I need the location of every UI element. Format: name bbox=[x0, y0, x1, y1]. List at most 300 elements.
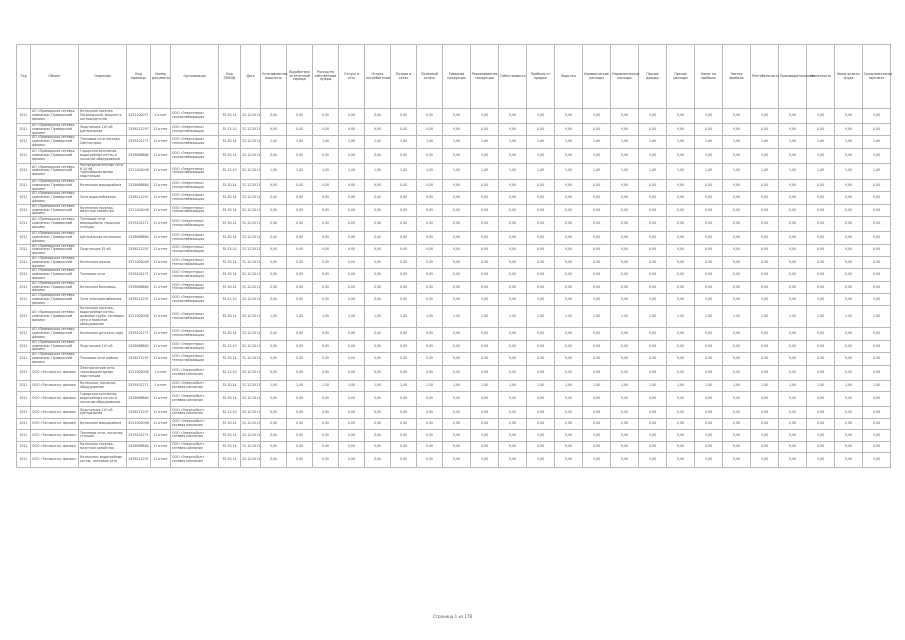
table-cell: 0,00 bbox=[863, 192, 891, 204]
table-cell: 2011 bbox=[17, 269, 31, 281]
table-cell: 0,00 bbox=[391, 281, 417, 293]
table-cell: 0,00 bbox=[527, 328, 555, 340]
table-cell: 0,00 bbox=[695, 328, 723, 340]
table-cell: 1,00 bbox=[807, 163, 835, 179]
table-cell: 0,00 bbox=[639, 365, 667, 380]
table-cell: 0,00 bbox=[639, 217, 667, 232]
table-cell: ООО «Теплосеть» филиал bbox=[31, 392, 79, 407]
table-cell: ООО «Энергетика» теплоснабжающая bbox=[171, 163, 219, 179]
table-cell: 0,00 bbox=[261, 179, 287, 191]
column-header: Год bbox=[17, 45, 31, 109]
table-cell: ООО «Энергосбыт» сетевая компания bbox=[171, 441, 219, 453]
table-cell: 0,00 bbox=[499, 340, 527, 352]
table-cell: 0,00 bbox=[443, 109, 471, 124]
table-cell: 0,00 bbox=[751, 294, 779, 306]
table-cell: 0,00 bbox=[287, 430, 313, 442]
table-cell: 0,00 bbox=[443, 204, 471, 216]
table-cell: 0,00 bbox=[555, 109, 583, 124]
table-cell: 2011 bbox=[17, 328, 31, 340]
table-cell: 0,00 bbox=[723, 407, 751, 419]
table-cell: 0,00 bbox=[751, 204, 779, 216]
table-cell: 0,00 bbox=[583, 192, 611, 204]
table-cell: 31.12.2011 bbox=[241, 441, 261, 453]
table-cell: 31.12.2011 bbox=[241, 453, 261, 468]
table-cell: 0,00 bbox=[863, 392, 891, 407]
table-cell: 11 отчет bbox=[151, 148, 171, 163]
table-cell: ООО «Теплосеть» филиал bbox=[31, 441, 79, 453]
table-cell: 0,00 bbox=[835, 392, 863, 407]
table-cell: 0,00 bbox=[555, 418, 583, 430]
table-cell: 0,00 bbox=[583, 269, 611, 281]
table-row bbox=[17, 306, 891, 328]
table-cell: 0,00 bbox=[723, 353, 751, 365]
table-cell: 0,00 bbox=[667, 430, 695, 442]
table-cell: 35.12.10 bbox=[219, 407, 241, 419]
table-cell: 2011 bbox=[17, 453, 31, 468]
table-cell: 0,00 bbox=[807, 192, 835, 204]
table-cell: 0,00 bbox=[339, 179, 365, 191]
table-cell: 35.30.14 bbox=[219, 148, 241, 163]
table-cell: 11 отчет bbox=[151, 179, 171, 191]
table-cell: 11 отчет bbox=[151, 353, 171, 365]
column-header: Организация bbox=[171, 45, 219, 109]
table-cell: Тепловые сети bbox=[79, 269, 127, 281]
table-cell: 0,00 bbox=[313, 217, 339, 232]
table-cell: 0,00 bbox=[339, 453, 365, 468]
table-cell: 1,00 bbox=[667, 380, 695, 392]
table-cell: 0,00 bbox=[835, 453, 863, 468]
table-cell: 0,00 bbox=[639, 256, 667, 268]
table-cell: 0,00 bbox=[611, 340, 639, 352]
table-cell: 0,00 bbox=[417, 192, 443, 204]
table-cell: 0,00 bbox=[499, 179, 527, 191]
table-cell: 0,00 bbox=[443, 430, 471, 442]
table-cell: ООО «Энергетика» теплоснабжающая bbox=[171, 109, 219, 124]
table-cell: 0,00 bbox=[313, 294, 339, 306]
table-cell: 0,00 bbox=[261, 418, 287, 430]
table-cell: 1,00 bbox=[339, 136, 365, 148]
table-cell: Котельная, насосное оборудование bbox=[79, 380, 127, 392]
table-cell: 31.12.2011 bbox=[241, 148, 261, 163]
column-header: Код единицы bbox=[127, 45, 151, 109]
table-cell: Тепловые сети района bbox=[79, 353, 127, 365]
table-cell: 0,00 bbox=[339, 256, 365, 268]
table-cell: 0,00 bbox=[261, 269, 287, 281]
table-cell: 1,00 bbox=[695, 306, 723, 328]
table-cell: 0,00 bbox=[499, 192, 527, 204]
table-cell: 0,00 bbox=[287, 281, 313, 293]
table-cell: 1,00 bbox=[779, 136, 807, 148]
table-cell: 0,00 bbox=[339, 407, 365, 419]
table-cell: 0,00 bbox=[417, 244, 443, 256]
table-cell: 0,00 bbox=[499, 294, 527, 306]
table-cell: 0,00 bbox=[723, 217, 751, 232]
table-cell: ООО «Теплосеть» филиал bbox=[31, 407, 79, 419]
table-cell: 1,00 bbox=[555, 136, 583, 148]
table-cell: 0,00 bbox=[723, 109, 751, 124]
table-cell: 0,00 bbox=[779, 441, 807, 453]
table-cell: 1,00 bbox=[639, 163, 667, 179]
table-cell: 1,00 bbox=[339, 306, 365, 328]
table-cell: 35.30.14 bbox=[219, 328, 241, 340]
table-cell: 0,00 bbox=[583, 407, 611, 419]
table-cell: 0,00 bbox=[365, 392, 391, 407]
table-cell: 1,00 bbox=[751, 136, 779, 148]
table-cell: 0,00 bbox=[583, 109, 611, 124]
table-cell: 35.30.14 bbox=[219, 380, 241, 392]
table-cell: 0,00 bbox=[391, 407, 417, 419]
table-cell: 0,00 bbox=[391, 328, 417, 340]
table-cell: 35.30.14 bbox=[219, 179, 241, 191]
table-cell: 0,00 bbox=[443, 217, 471, 232]
table-cell: 1,00 bbox=[417, 380, 443, 392]
table-cell: 35.30.14 bbox=[219, 192, 241, 204]
table-cell: 31.12.2011 bbox=[241, 340, 261, 352]
table-cell: 35.30.14 bbox=[219, 204, 241, 216]
table-cell: ООО «Энергосбыт» сетевая компания bbox=[171, 430, 219, 442]
table-cell: 1,00 bbox=[443, 163, 471, 179]
table-cell: 2011 bbox=[17, 430, 31, 442]
table-cell: 0,00 bbox=[261, 281, 287, 293]
column-header: Выработано за отчетный период bbox=[287, 45, 313, 109]
table-cell: 0,00 bbox=[583, 256, 611, 268]
table-cell: Котельная больницы bbox=[79, 281, 127, 293]
table-cell: 0,00 bbox=[835, 294, 863, 306]
table-cell: 0,00 bbox=[695, 192, 723, 204]
table-cell: 11 отчет bbox=[151, 136, 171, 148]
table-cell: 1,00 bbox=[611, 136, 639, 148]
table-cell: 0,00 bbox=[391, 294, 417, 306]
column-header: Среднемесячная зарплата bbox=[863, 45, 891, 109]
table-cell: 0,00 bbox=[499, 328, 527, 340]
table-cell: 11 отчет bbox=[151, 163, 171, 179]
table-cell: 31.12.2011 bbox=[241, 163, 261, 179]
table-cell: 0,00 bbox=[471, 281, 499, 293]
table-cell: 1,00 bbox=[527, 306, 555, 328]
table-cell: 0,00 bbox=[339, 340, 365, 352]
table-cell: 0,00 bbox=[527, 269, 555, 281]
table-cell: Городская котельная, водогрейные котлы и насосное оборудование bbox=[79, 392, 127, 407]
table-cell: ООО «Энергетика» теплоснабжающая bbox=[171, 179, 219, 191]
table-cell: 0,00 bbox=[779, 407, 807, 419]
table-cell: 1,00 bbox=[835, 163, 863, 179]
table-cell: 0,00 bbox=[261, 353, 287, 365]
table-cell: 1,00 bbox=[751, 380, 779, 392]
table-cell: ООО «Энергетика» теплоснабжающая bbox=[171, 269, 219, 281]
table-cell: 0,00 bbox=[261, 124, 287, 136]
table-cell: 0,00 bbox=[499, 430, 527, 442]
table-cell: 0,00 bbox=[863, 453, 891, 468]
table-cell: 0,00 bbox=[443, 441, 471, 453]
table-cell: 0,00 bbox=[779, 269, 807, 281]
table-cell: 1,00 bbox=[835, 306, 863, 328]
table-cell: 0,00 bbox=[807, 204, 835, 216]
table-cell: 1,00 bbox=[611, 163, 639, 179]
table-cell: 0,00 bbox=[555, 453, 583, 468]
table-cell: 0,00 bbox=[365, 340, 391, 352]
table-cell: 0,00 bbox=[555, 392, 583, 407]
table-cell: 0,00 bbox=[667, 328, 695, 340]
table-cell: 35.30.14 bbox=[219, 232, 241, 244]
table-cell: Тепловые сети, насосная станция bbox=[79, 430, 127, 442]
table-cell: 11 отчет bbox=[151, 392, 171, 407]
table-cell: 2536111297 bbox=[127, 124, 151, 136]
table-cell: 0,00 bbox=[695, 392, 723, 407]
table-cell: 2511004006 bbox=[127, 204, 151, 216]
table-cell: 0,00 bbox=[695, 340, 723, 352]
table-cell: 0,00 bbox=[667, 269, 695, 281]
table-cell: 0,00 bbox=[555, 407, 583, 419]
table-cell: 35.30.14 bbox=[219, 269, 241, 281]
table-cell: 1,00 bbox=[471, 306, 499, 328]
table-cell: 0,00 bbox=[261, 217, 287, 232]
table-cell: 0,00 bbox=[471, 418, 499, 430]
table-cell: 0,00 bbox=[835, 256, 863, 268]
table-cell: 0,00 bbox=[723, 441, 751, 453]
table-cell: 0,00 bbox=[723, 204, 751, 216]
table-cell: 0,00 bbox=[443, 269, 471, 281]
table-cell: 0,00 bbox=[555, 430, 583, 442]
table-cell: 0,00 bbox=[287, 453, 313, 468]
table-cell: 0,00 bbox=[365, 430, 391, 442]
table-cell: 0,00 bbox=[695, 109, 723, 124]
table-cell: Тепловые сети микрорайона, насосная станция bbox=[79, 217, 127, 232]
table-cell: 0,00 bbox=[417, 392, 443, 407]
table-cell: 0,00 bbox=[807, 232, 835, 244]
table-cell: 0,00 bbox=[313, 365, 339, 380]
table-cell: 0,00 bbox=[751, 256, 779, 268]
table-cell: 1,00 bbox=[779, 306, 807, 328]
table-cell: 0,00 bbox=[417, 204, 443, 216]
table-cell: 0,00 bbox=[555, 244, 583, 256]
table-cell: 0,00 bbox=[863, 281, 891, 293]
table-cell: 0,00 bbox=[339, 392, 365, 407]
table-cell: 0,00 bbox=[287, 418, 313, 430]
table-cell: ООО «Энергетика» теплоснабжающая bbox=[171, 136, 219, 148]
table-cell: 0,00 bbox=[835, 340, 863, 352]
table-cell: 1,00 bbox=[287, 306, 313, 328]
table-cell: 0,00 bbox=[339, 365, 365, 380]
table-cell: АО «Приморская сетевая компания» Приморский филиал bbox=[31, 204, 79, 216]
table-cell: 0,00 bbox=[779, 430, 807, 442]
table-cell: 31.12.2011 bbox=[241, 380, 261, 392]
table-row bbox=[17, 328, 891, 340]
table-cell: 2536111297 bbox=[127, 353, 151, 365]
table-cell: 0,00 bbox=[639, 328, 667, 340]
table-cell: 0,00 bbox=[555, 256, 583, 268]
table-cell: 0,00 bbox=[751, 340, 779, 352]
column-header: Дата bbox=[241, 45, 261, 109]
table-row bbox=[17, 204, 891, 216]
table-cell: 0,00 bbox=[471, 365, 499, 380]
table-cell: Котельная поселка Пограничный, мощность котлоагрегатов bbox=[79, 109, 127, 124]
table-cell: 2539101271 bbox=[127, 328, 151, 340]
column-header: Коммерческие расходы bbox=[583, 45, 611, 109]
table-cell: 1,00 bbox=[639, 380, 667, 392]
table-cell: 2538066884 bbox=[127, 392, 151, 407]
table-cell: АО «Приморская сетевая компания» Приморский филиал bbox=[31, 328, 79, 340]
table-cell: 31.12.2011 bbox=[241, 256, 261, 268]
table-cell: АО «Приморская сетевая компания» Приморский филиал bbox=[31, 217, 79, 232]
table-cell: 0,00 bbox=[471, 328, 499, 340]
table-cell: 0,00 bbox=[751, 430, 779, 442]
table-cell: 0,00 bbox=[471, 353, 499, 365]
table-cell: 0,00 bbox=[417, 328, 443, 340]
table-cell: 0,00 bbox=[443, 418, 471, 430]
table-cell: 2011 bbox=[17, 217, 31, 232]
table-cell: 0,00 bbox=[417, 179, 443, 191]
table-cell: 0,00 bbox=[583, 328, 611, 340]
table-cell: 0,00 bbox=[723, 365, 751, 380]
table-cell: ООО «Энергетика» теплоснабжающая bbox=[171, 244, 219, 256]
table-cell: 0,00 bbox=[365, 217, 391, 232]
table-cell: 0,00 bbox=[779, 294, 807, 306]
table-cell: 0,00 bbox=[313, 353, 339, 365]
table-cell: 11 отчет bbox=[151, 340, 171, 352]
table-cell: 31.12.2011 bbox=[241, 136, 261, 148]
table-cell: 0,00 bbox=[417, 353, 443, 365]
table-cell: 0,00 bbox=[339, 328, 365, 340]
table-cell: 0,00 bbox=[667, 340, 695, 352]
table-cell: 2011 bbox=[17, 418, 31, 430]
table-cell: 11 отчет bbox=[151, 269, 171, 281]
table-cell: 1,00 bbox=[499, 136, 527, 148]
table-cell: ООО «Энергетика» теплоснабжающая bbox=[171, 217, 219, 232]
table-cell: 0,00 bbox=[417, 148, 443, 163]
table-cell: 0,00 bbox=[751, 392, 779, 407]
table-cell: 31.12.2011 bbox=[241, 407, 261, 419]
table-cell: 0,00 bbox=[639, 269, 667, 281]
table-cell: 0,00 bbox=[835, 328, 863, 340]
table-cell: 0,00 bbox=[863, 217, 891, 232]
table-cell: 2539101271 bbox=[127, 380, 151, 392]
table-cell: 0,00 bbox=[779, 453, 807, 468]
column-header: Прочие доходы bbox=[639, 45, 667, 109]
table-cell: 0,00 bbox=[417, 418, 443, 430]
table-cell: 0,00 bbox=[835, 407, 863, 419]
table-cell: 0,00 bbox=[611, 430, 639, 442]
table-cell: 11 отчет bbox=[151, 453, 171, 468]
table-cell: 0,00 bbox=[667, 407, 695, 419]
table-cell: 0,00 bbox=[287, 294, 313, 306]
table-cell: 0,00 bbox=[261, 430, 287, 442]
table-cell: 0,00 bbox=[723, 281, 751, 293]
table-cell: 0,00 bbox=[313, 179, 339, 191]
table-cell: 1,00 bbox=[807, 306, 835, 328]
table-cell: 0,00 bbox=[261, 441, 287, 453]
table-cell: 2536111297 bbox=[127, 453, 151, 468]
table-cell: 31.12.2011 bbox=[241, 192, 261, 204]
table-cell: 11 отчет bbox=[151, 256, 171, 268]
table-cell: 0,00 bbox=[667, 179, 695, 191]
table-cell: 0,00 bbox=[555, 340, 583, 352]
table-cell: 31.12.2011 bbox=[241, 430, 261, 442]
table-cell: 0,00 bbox=[723, 453, 751, 468]
table-cell: 0,00 bbox=[391, 441, 417, 453]
table-cell: 0,00 bbox=[365, 148, 391, 163]
table-cell: 0,00 bbox=[313, 281, 339, 293]
table-cell: 0,00 bbox=[667, 453, 695, 468]
table-cell: 0,00 bbox=[499, 217, 527, 232]
table-cell: 0,00 bbox=[527, 418, 555, 430]
table-cell: 1,00 bbox=[611, 380, 639, 392]
table-cell: 0,00 bbox=[499, 392, 527, 407]
table-cell: 1,00 bbox=[723, 380, 751, 392]
table-cell: 0,00 bbox=[807, 269, 835, 281]
table-cell: 0,00 bbox=[779, 124, 807, 136]
table-cell: 0,00 bbox=[313, 430, 339, 442]
table-cell: 0,00 bbox=[639, 148, 667, 163]
table-cell: 1,00 bbox=[391, 163, 417, 179]
table-cell: 0,00 bbox=[365, 232, 391, 244]
table-cell: 0,00 bbox=[611, 453, 639, 468]
table-row bbox=[17, 340, 891, 352]
table-cell: 0,00 bbox=[639, 441, 667, 453]
table-cell: 0,00 bbox=[751, 217, 779, 232]
table-cell: 0,00 bbox=[443, 124, 471, 136]
table-cell: 0,00 bbox=[261, 256, 287, 268]
table-cell: 31.12.2011 bbox=[241, 418, 261, 430]
table-cell: 0,00 bbox=[835, 430, 863, 442]
table-cell: 0,00 bbox=[555, 365, 583, 380]
table-cell: 1,00 bbox=[527, 163, 555, 179]
table-cell: АО «Приморская сетевая компания» Приморский филиал bbox=[31, 232, 79, 244]
table-cell: 1,00 bbox=[863, 306, 891, 328]
table-cell: 0,00 bbox=[639, 418, 667, 430]
table-cell: Подстанция 110 кВ Центральная bbox=[79, 407, 127, 419]
table-cell: 0,00 bbox=[471, 148, 499, 163]
table-cell: 35.30.14 bbox=[219, 217, 241, 232]
table-cell: АО «Приморская сетевая компания» Приморский филиал bbox=[31, 353, 79, 365]
table-cell: 0,00 bbox=[313, 328, 339, 340]
table-cell: 1,00 bbox=[723, 306, 751, 328]
table-cell: 0,00 bbox=[863, 269, 891, 281]
table-cell: 31.12.2011 bbox=[241, 353, 261, 365]
table-row bbox=[17, 294, 891, 306]
table-cell: 1,00 bbox=[555, 163, 583, 179]
table-cell: 0,00 bbox=[555, 269, 583, 281]
table-cell: 1,00 bbox=[443, 380, 471, 392]
table-cell: 0,00 bbox=[313, 109, 339, 124]
table-cell: 0,00 bbox=[863, 407, 891, 419]
table-cell: 0,00 bbox=[365, 124, 391, 136]
table-cell: 1,00 bbox=[723, 163, 751, 179]
table-cell: 0,00 bbox=[751, 269, 779, 281]
column-header: Потери в сетях bbox=[391, 45, 417, 109]
table-cell: Сети электроснабжения bbox=[79, 294, 127, 306]
table-cell: 0,00 bbox=[611, 217, 639, 232]
table-cell: 0,00 bbox=[807, 441, 835, 453]
table-cell: 0,00 bbox=[779, 192, 807, 204]
table-cell: 0,00 bbox=[583, 281, 611, 293]
table-cell: 2511004006 bbox=[127, 163, 151, 179]
table-cell: 0,00 bbox=[339, 124, 365, 136]
table-cell: 0,00 bbox=[365, 281, 391, 293]
table-cell: 0,00 bbox=[443, 244, 471, 256]
table-cell: 0,00 bbox=[639, 204, 667, 216]
table-cell: 0,00 bbox=[527, 179, 555, 191]
table-cell: 0,00 bbox=[835, 281, 863, 293]
table-cell: 0,00 bbox=[611, 192, 639, 204]
table-cell: 0,00 bbox=[639, 244, 667, 256]
table-cell: 0,00 bbox=[391, 269, 417, 281]
table-cell: 1,00 bbox=[611, 306, 639, 328]
table-cell: 0,00 bbox=[527, 365, 555, 380]
table-cell: 0,00 bbox=[417, 124, 443, 136]
table-cell: 0,00 bbox=[639, 109, 667, 124]
table-cell: 0,00 bbox=[261, 192, 287, 204]
table-cell: Городская котельная, водогрейные котлы и насосное оборудование bbox=[79, 148, 127, 163]
